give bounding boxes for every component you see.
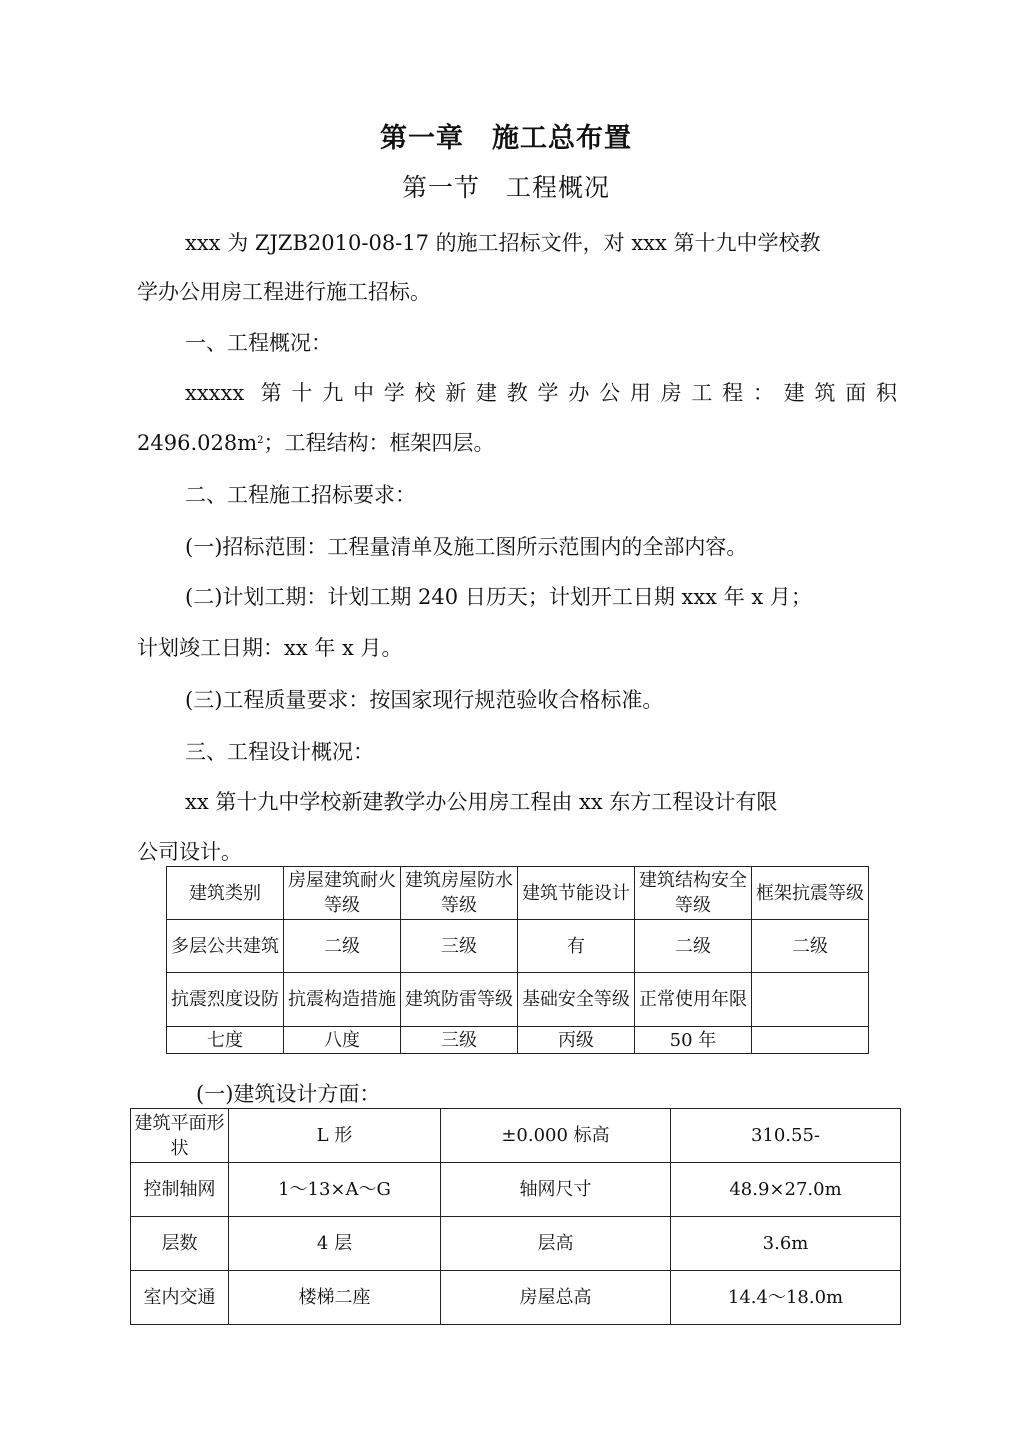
requirement-scope: (一)招标范围：工程量清单及施工图所示范围内的全部内容。 bbox=[185, 535, 748, 559]
paragraph-line: xxxxx 第十九中学校新建教学办公用房工程：建筑面积 bbox=[185, 381, 897, 405]
table-cell: 建筑房屋防水等级 bbox=[400, 867, 517, 920]
table-cell: 二级 bbox=[634, 920, 751, 973]
table-cell: 控制轴网 bbox=[131, 1163, 229, 1217]
table-cell bbox=[751, 973, 868, 1027]
area-value: 2496.028m bbox=[137, 431, 258, 455]
section-title: 第一节 工程概况 bbox=[401, 173, 610, 202]
table-cell: 建筑防雷等级 bbox=[400, 973, 517, 1027]
structure-text: ；工程结构：框架四层。 bbox=[263, 431, 495, 455]
table-cell: 建筑节能设计 bbox=[517, 867, 634, 920]
table-cell: 建筑结构安全等级 bbox=[634, 867, 751, 920]
table-row bbox=[131, 1163, 901, 1217]
table-cell: 多层公共建筑 bbox=[167, 920, 284, 973]
table-cell: 正常使用年限 bbox=[634, 973, 751, 1027]
area-unit-superscript: 2 bbox=[257, 435, 264, 446]
table-cell: 丙级 bbox=[517, 1027, 634, 1054]
table-row bbox=[167, 973, 869, 1027]
chapter-title: 第一章 施工总布置 bbox=[380, 123, 632, 154]
heading-overview: 一、工程概况： bbox=[185, 331, 332, 355]
table-cell: 50 年 bbox=[634, 1027, 751, 1054]
table-cell: 三级 bbox=[400, 920, 517, 973]
table-row bbox=[167, 867, 869, 920]
table-cell: 层高 bbox=[441, 1217, 671, 1271]
table-cell: 14.4～18.0m bbox=[671, 1271, 901, 1325]
requirement-schedule-cont: 计划竣工日期：xx 年 x 月。 bbox=[137, 636, 403, 660]
paragraph-line: xxx 为 ZJZB2010-08-17 的施工招标文件，对 xxx 第十九中学校教 bbox=[185, 231, 821, 255]
table-cell: 48.9×27.0m bbox=[671, 1163, 901, 1217]
table-cell: 七度 bbox=[167, 1027, 284, 1054]
table-cell: 310.55- bbox=[671, 1109, 901, 1163]
table-cell bbox=[751, 1027, 868, 1054]
building-class-table bbox=[166, 866, 869, 1054]
architecture-design-table bbox=[130, 1108, 901, 1325]
table-cell: 二级 bbox=[283, 920, 400, 973]
table-cell: 室内交通 bbox=[131, 1271, 229, 1325]
paragraph-line: 学办公用房工程进行施工招标。 bbox=[137, 280, 431, 304]
requirement-schedule: (二)计划工期：计划工期 240 日历天；计划开工日期 xxx 年 x 月； bbox=[185, 585, 812, 609]
paragraph-line: xx 第十九中学校新建教学办公用房工程由 xx 东方工程设计有限 bbox=[185, 790, 778, 814]
table-row bbox=[167, 920, 869, 973]
table-row bbox=[167, 1027, 869, 1054]
table-cell: 房屋总高 bbox=[441, 1271, 671, 1325]
table-cell: 3.6m bbox=[671, 1217, 901, 1271]
paragraph-line bbox=[137, 428, 897, 458]
table-cell: 楼梯二座 bbox=[229, 1271, 441, 1325]
table-cell: 轴网尺寸 bbox=[441, 1163, 671, 1217]
table-cell: 层数 bbox=[131, 1217, 229, 1271]
table-cell: 基础安全等级 bbox=[517, 973, 634, 1027]
table-cell: 建筑类别 bbox=[167, 867, 284, 920]
table-cell: 三级 bbox=[400, 1027, 517, 1054]
subheading-architecture: (一)建筑设计方面： bbox=[196, 1082, 381, 1106]
heading-design: 三、工程设计概况： bbox=[185, 740, 374, 764]
table-cell: L 形 bbox=[229, 1109, 441, 1163]
table-cell: 建筑平面形状 bbox=[131, 1109, 229, 1163]
heading-requirements: 二、工程施工招标要求： bbox=[185, 483, 416, 507]
table-cell: 抗震烈度设防 bbox=[167, 973, 284, 1027]
table-cell: ±0.000 标高 bbox=[441, 1109, 671, 1163]
table-row bbox=[131, 1217, 901, 1271]
table-cell: 1～13×A～G bbox=[229, 1163, 441, 1217]
table-cell: 八度 bbox=[283, 1027, 400, 1054]
table-cell: 二级 bbox=[751, 920, 868, 973]
table-row bbox=[131, 1109, 901, 1163]
table-cell: 框架抗震等级 bbox=[751, 867, 868, 920]
table-cell: 4 层 bbox=[229, 1217, 441, 1271]
requirement-quality: (三)工程质量要求：按国家现行规范验收合格标准。 bbox=[185, 688, 664, 712]
table-cell: 有 bbox=[517, 920, 634, 973]
table-cell: 房屋建筑耐火等级 bbox=[283, 867, 400, 920]
table-cell: 抗震构造措施 bbox=[283, 973, 400, 1027]
paragraph-line: 公司设计。 bbox=[137, 840, 242, 864]
table-row bbox=[131, 1271, 901, 1325]
